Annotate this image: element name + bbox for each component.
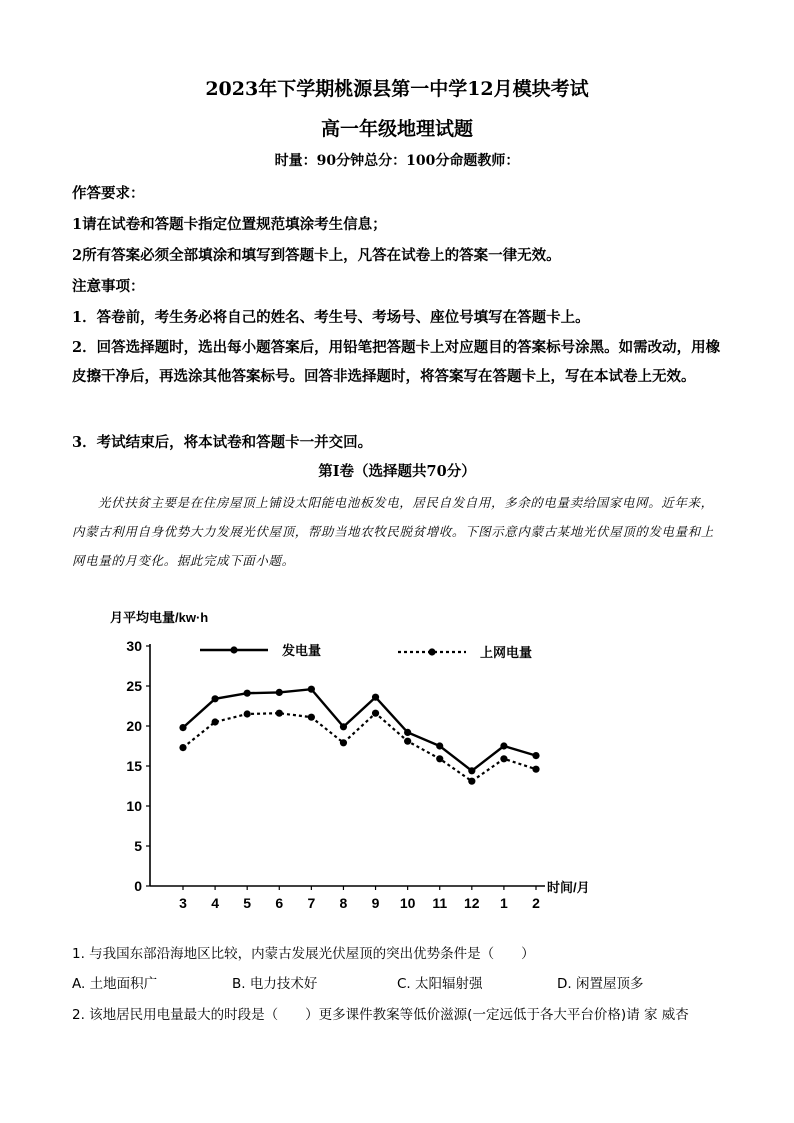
x-tick-label: 2: [532, 895, 540, 911]
x-tick-label: 9: [371, 895, 380, 911]
question-1-option-c: C. 太阳辐射强: [397, 976, 483, 992]
series-1-point: [340, 723, 347, 730]
series-line-1: [183, 689, 536, 771]
series-1-point: [468, 767, 475, 774]
series-2-point: [500, 755, 507, 762]
legend-label-2: 上网电量: [480, 645, 533, 660]
series-1-point: [532, 752, 539, 759]
y-tick-label: 30: [126, 638, 142, 654]
requirements-heading: 作答要求：: [72, 185, 145, 202]
series-2-point: [179, 744, 186, 751]
x-tick-label: 1: [500, 895, 508, 911]
y-tick-label: 15: [126, 758, 142, 774]
question-1-option-a: A. 土地面积广: [72, 976, 158, 992]
series-1-point: [244, 690, 251, 697]
exam-subtitle: 高一年级地理试题: [320, 118, 473, 140]
x-tick-label: 10: [399, 895, 416, 911]
series-2-point: [436, 755, 443, 762]
series-2-point: [340, 739, 347, 746]
x-tick-label: 3: [179, 895, 187, 911]
y-tick-label: 25: [126, 678, 142, 694]
series-1-point: [436, 742, 443, 749]
question-2-stem: 2. 该地居民用电量最大的时段是（ ）更多课件教案等低价滋源(一定远低于各大平台价格)请 家 威杏: [72, 1007, 689, 1023]
exam-title: 2023年下学期桃源县第一中学12月模块考试: [205, 78, 589, 100]
y-tick-label: 10: [126, 798, 142, 814]
series-2-point: [468, 778, 475, 785]
series-1-point: [308, 686, 315, 693]
legend-marker-1: [230, 646, 237, 653]
electricity-line-chart: [100, 600, 590, 911]
exam-meta: 时量：90分钟总分：100分命题教师：: [274, 153, 520, 169]
y-axis-label: 月平均电量/kw·h: [110, 610, 209, 625]
series-2-point: [372, 710, 379, 717]
question-1-option-d: D. 闲置屋顶多: [557, 976, 644, 992]
x-tick-label: 7: [307, 895, 316, 911]
legend-label-1: 发电量: [282, 643, 322, 658]
x-tick-label: 11: [432, 895, 448, 911]
note-item-2: 2．回答选择题时，选出每小题答案后，用铅笔把答题卡上对应题目的答案标号涂黑。如需改动，用橡皮擦干净后，再选涂其他答案标号。回答非选择题时，将答案写在答题卡上，写在本试卷上无效。: [72, 339, 721, 385]
requirement-item-1: 1请在试卷和答题卡指定位置规范填涂考生信息；: [72, 216, 387, 233]
series-1-point: [372, 694, 379, 701]
series-1-point: [211, 695, 218, 702]
series-2-point: [244, 710, 251, 717]
x-axis-label: 时间/月: [547, 880, 590, 895]
notes-heading: 注意事项：: [72, 278, 145, 295]
x-tick-label: 12: [464, 895, 480, 911]
x-tick-label: 5: [243, 895, 252, 911]
section-title: 第I卷（选择题共70分）: [318, 463, 476, 480]
note-item-1: 1．答卷前，考生务必将自己的姓名、考生号、考场号、座位号填写在答题卡上。: [72, 309, 590, 326]
legend-marker-2: [428, 648, 435, 655]
series-1-point: [276, 689, 283, 696]
series-2-point: [532, 766, 539, 773]
series-line-2: [183, 713, 536, 781]
y-tick-label: 0: [134, 878, 142, 894]
x-tick-label: 6: [275, 895, 284, 911]
series-1-point: [179, 724, 186, 731]
series-2-point: [276, 710, 283, 717]
intro-paragraph: 光伏扶贫主要是在住房屋顶上铺设太阳能电池板发电，居民自发自用，多余的电量卖给国家电网。近年来，内蒙古利用自身优势大力发展光伏屋顶，帮助当地农牧民脱贫增收。下图示意内蒙古某地光伏屋顶的发电量和上网电量的月变化。据此完成下面小题。: [72, 495, 714, 568]
series-1-point: [500, 742, 507, 749]
y-tick-label: 5: [134, 838, 142, 854]
series-2-point: [308, 714, 315, 721]
x-tick-label: 8: [339, 895, 348, 911]
series-2-point: [211, 718, 218, 725]
requirement-item-2: 2所有答案必须全部填涂和填写到答题卡上，凡答在试卷上的答案一律无效。: [72, 247, 561, 264]
question-1-option-b: B. 电力技术好: [232, 976, 318, 992]
question-1-stem: 1. 与我国东部沿海地区比较，内蒙古发展光伏屋顶的突出优势条件是（ ）: [72, 946, 535, 962]
note-item-3: 3．考试结束后，将本试卷和答题卡一并交回。: [72, 434, 373, 451]
series-2-point: [404, 738, 411, 745]
x-tick-label: 4: [211, 895, 219, 911]
y-tick-label: 20: [126, 718, 142, 734]
series-1-point: [404, 729, 411, 736]
